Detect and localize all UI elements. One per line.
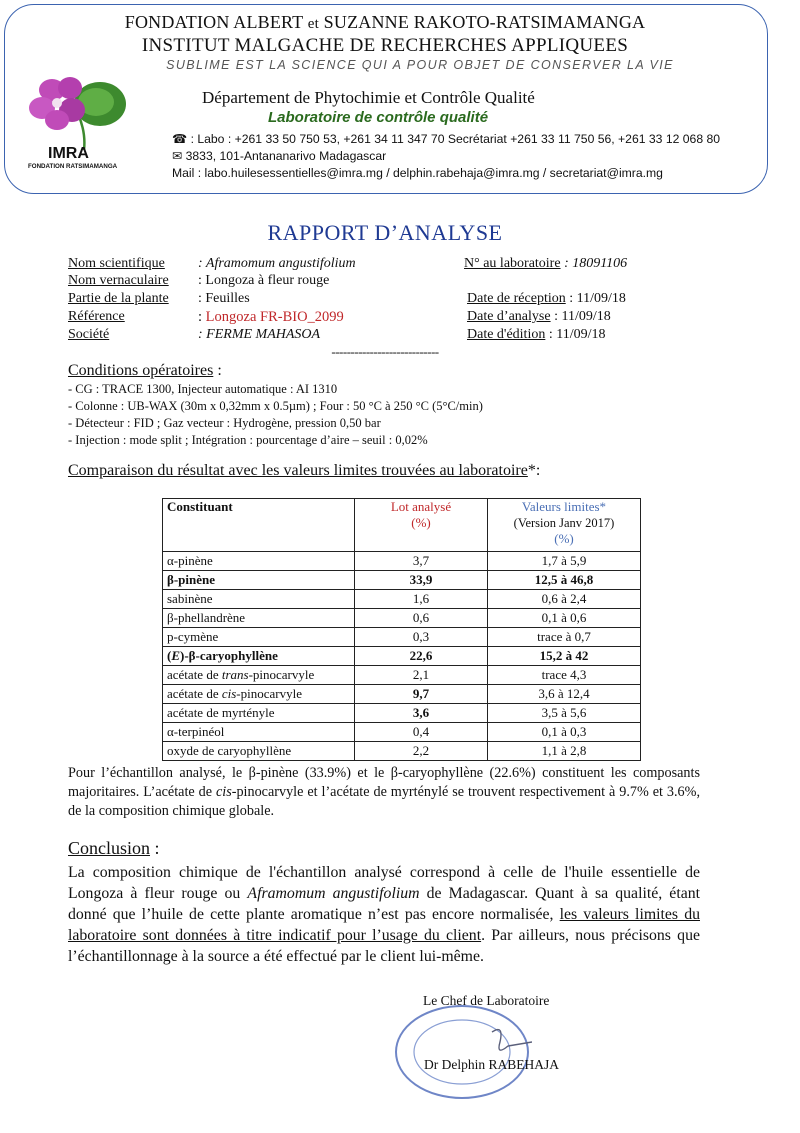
conditions-heading: Conditions opératoires : <box>68 362 222 379</box>
motto: SUBLIME EST LA SCIENCE QUI A POUR OBJET DE CONSERVER LA VIE <box>166 58 674 72</box>
sci-value: : Aframomum angustifolium <box>198 256 356 271</box>
part-value: : Feuilles <box>198 291 250 306</box>
ref-value: : Longoza FR-BIO_2099 <box>198 309 344 325</box>
foundation-name: FONDATION ALBERT et SUZANNE RAKOTO-RATSIMAMANGA <box>124 12 646 32</box>
envelope-icon: ✉ <box>172 149 183 163</box>
cell-constituant: β-pinène <box>163 571 355 590</box>
signatory-name: Dr Delphin RABEHAJA <box>424 1057 559 1072</box>
vern-value: : Longoza à fleur rouge <box>198 273 330 288</box>
cell-limit: 3,6 à 12,4 <box>488 685 641 704</box>
condition-line: - Détecteur : FID ; Gaz vecteur : Hydrogène, pression 0,50 bar <box>68 416 381 430</box>
condition-line: - CG : TRACE 1300, Injecteur automatique : AI 1310 <box>68 382 338 396</box>
cell-constituant: sabinène <box>163 590 355 609</box>
cell-constituant: acétate de myrtényle <box>163 704 355 723</box>
cell-lot: 2,1 <box>355 666 488 685</box>
soc-label: Société <box>68 327 110 342</box>
summary-paragraph: Pour l’échantillon analysé, le β-pinène (33.9%) et le β-caryophyllène (22.6%) constituent les composants majoritaires. L’acétate de cis-pinocarvyle et l’acétate de myrténylé se trouvent respectivement à 9.7% et 3.6%, de la composition chimique globale. <box>68 765 700 819</box>
table-row <box>163 571 641 590</box>
cell-limit: 0,6 à 2,4 <box>488 590 641 609</box>
institute-name: INSTITUT MALGACHE DE RECHERCHES APPLIQUEES <box>141 35 629 56</box>
table-row <box>163 590 641 609</box>
cell-lot: 0,3 <box>355 628 488 647</box>
results-table <box>162 498 641 761</box>
cell-limit: trace à 0,7 <box>488 628 641 647</box>
address-line: ✉ 3833, 101-Antananarivo Madagascar <box>172 149 387 163</box>
logo-subtext: FONDATION RATSIMAMANGA <box>28 163 118 170</box>
mail-line: Mail : labo.huilesessentielles@imra.mg / delphin.rabehaja@imra.mg / secretariat@imra.mg <box>172 166 663 180</box>
edition-date: Date d'édition : 11/09/18 <box>467 327 606 342</box>
department-name: Département de Phytochimie et Contrôle Qualité <box>202 88 535 107</box>
imra-flower-logo <box>26 74 130 170</box>
table-header-row <box>163 499 641 552</box>
cell-lot: 2,2 <box>355 742 488 761</box>
cell-constituant: α-terpinéol <box>163 723 355 742</box>
cell-constituant: α-pinène <box>163 552 355 571</box>
part-label: Partie de la plante <box>68 291 169 306</box>
cell-limit: 1,7 à 5,9 <box>488 552 641 571</box>
cell-lot: 9,7 <box>355 685 488 704</box>
cell-constituant: acétate de trans-pinocarvyle <box>163 666 355 685</box>
sci-label: Nom scientifique <box>68 256 165 271</box>
lab-number: N° au laboratoire : 18091106 <box>464 256 628 271</box>
cell-lot: 3,7 <box>355 552 488 571</box>
reception-date: Date de réception : 11/09/18 <box>467 291 626 306</box>
cell-constituant: β-phellandrène <box>163 609 355 628</box>
table-row <box>163 685 641 704</box>
table-row <box>163 628 641 647</box>
cell-constituant: acétate de cis-pinocarvyle <box>163 685 355 704</box>
table-row <box>163 742 641 761</box>
conditions-list <box>68 381 708 449</box>
condition-line: - Injection : mode split ; Intégration : pourcentage d’aire – seuil : 0,02% <box>68 433 428 447</box>
soc-value: : FERME MAHASOA <box>198 327 321 342</box>
cell-lot: 33,9 <box>355 571 488 590</box>
cell-limit: 3,5 à 5,6 <box>488 704 641 723</box>
signatory-role: Le Chef de Laboratoire <box>423 993 550 1008</box>
logo-text: IMRA <box>48 145 89 162</box>
cell-lot: 0,4 <box>355 723 488 742</box>
analysis-date: Date d’analyse : 11/09/18 <box>467 309 611 324</box>
table-row <box>163 666 641 685</box>
table-row <box>163 609 641 628</box>
cell-lot: 22,6 <box>355 647 488 666</box>
col-constituant: Constituant <box>163 499 355 552</box>
report-title: RAPPORT D’ANALYSE <box>267 220 503 245</box>
comparison-heading: Comparaison du résultat avec les valeurs limites trouvées au laboratoire*: <box>68 462 541 479</box>
lab-stamp <box>392 1002 532 1102</box>
cell-limit: 0,1 à 0,3 <box>488 723 641 742</box>
cell-lot: 0,6 <box>355 609 488 628</box>
cell-limit: 1,1 à 2,8 <box>488 742 641 761</box>
cell-limit: 12,5 à 46,8 <box>488 571 641 590</box>
cell-limit: 15,2 à 42 <box>488 647 641 666</box>
col-lot: Lot analysé (%) <box>355 499 488 552</box>
cell-constituant: p-cymène <box>163 628 355 647</box>
cell-lot: 1,6 <box>355 590 488 609</box>
phone-line: ☎ : Labo : +261 33 50 750 53, +261 34 11 347 70 Secrétariat +261 33 11 750 56, +261 33 12 068 80 <box>172 132 721 146</box>
cell-constituant: (E)-β-caryophyllène <box>163 647 355 666</box>
separator-line: ---------------------------- <box>331 344 439 359</box>
table-row <box>163 704 641 723</box>
conclusion-paragraph: La composition chimique de l'échantillon analysé correspond à celle de l'huile essentielle de Longoza à fleur rouge ou Aframomum angustifolium de Madagascar. Quant à sa qualité, étant donné que l’huile de cette plante aromatique n’est pas encore normalisée, les valeurs limites du laboratoire sont données à titre indicatif pour l’usage du client. Par ailleurs, nous précisons que l’échantillonnage à la source a été effectué par le client lui-même. <box>68 864 701 965</box>
table-row <box>163 552 641 571</box>
lab-name: Laboratoire de contrôle qualité <box>268 109 489 126</box>
ref-label: Référence <box>68 309 125 324</box>
phone-icon: ☎ <box>172 132 188 146</box>
vern-label: Nom vernaculaire <box>68 273 169 288</box>
table-row <box>163 723 641 742</box>
condition-line: - Colonne : UB-WAX (30m x 0,32mm x 0.5µm) ; Four : 50 °C à 250 °C (5°C/min) <box>68 399 483 413</box>
cell-limit: 0,1 à 0,6 <box>488 609 641 628</box>
cell-constituant: oxyde de caryophyllène <box>163 742 355 761</box>
conclusion-heading: Conclusion : <box>68 838 160 858</box>
col-limits: Valeurs limites* (Version Janv 2017) (%) <box>488 499 641 552</box>
cell-limit: trace 4,3 <box>488 666 641 685</box>
table-row <box>163 647 641 666</box>
cell-lot: 3,6 <box>355 704 488 723</box>
